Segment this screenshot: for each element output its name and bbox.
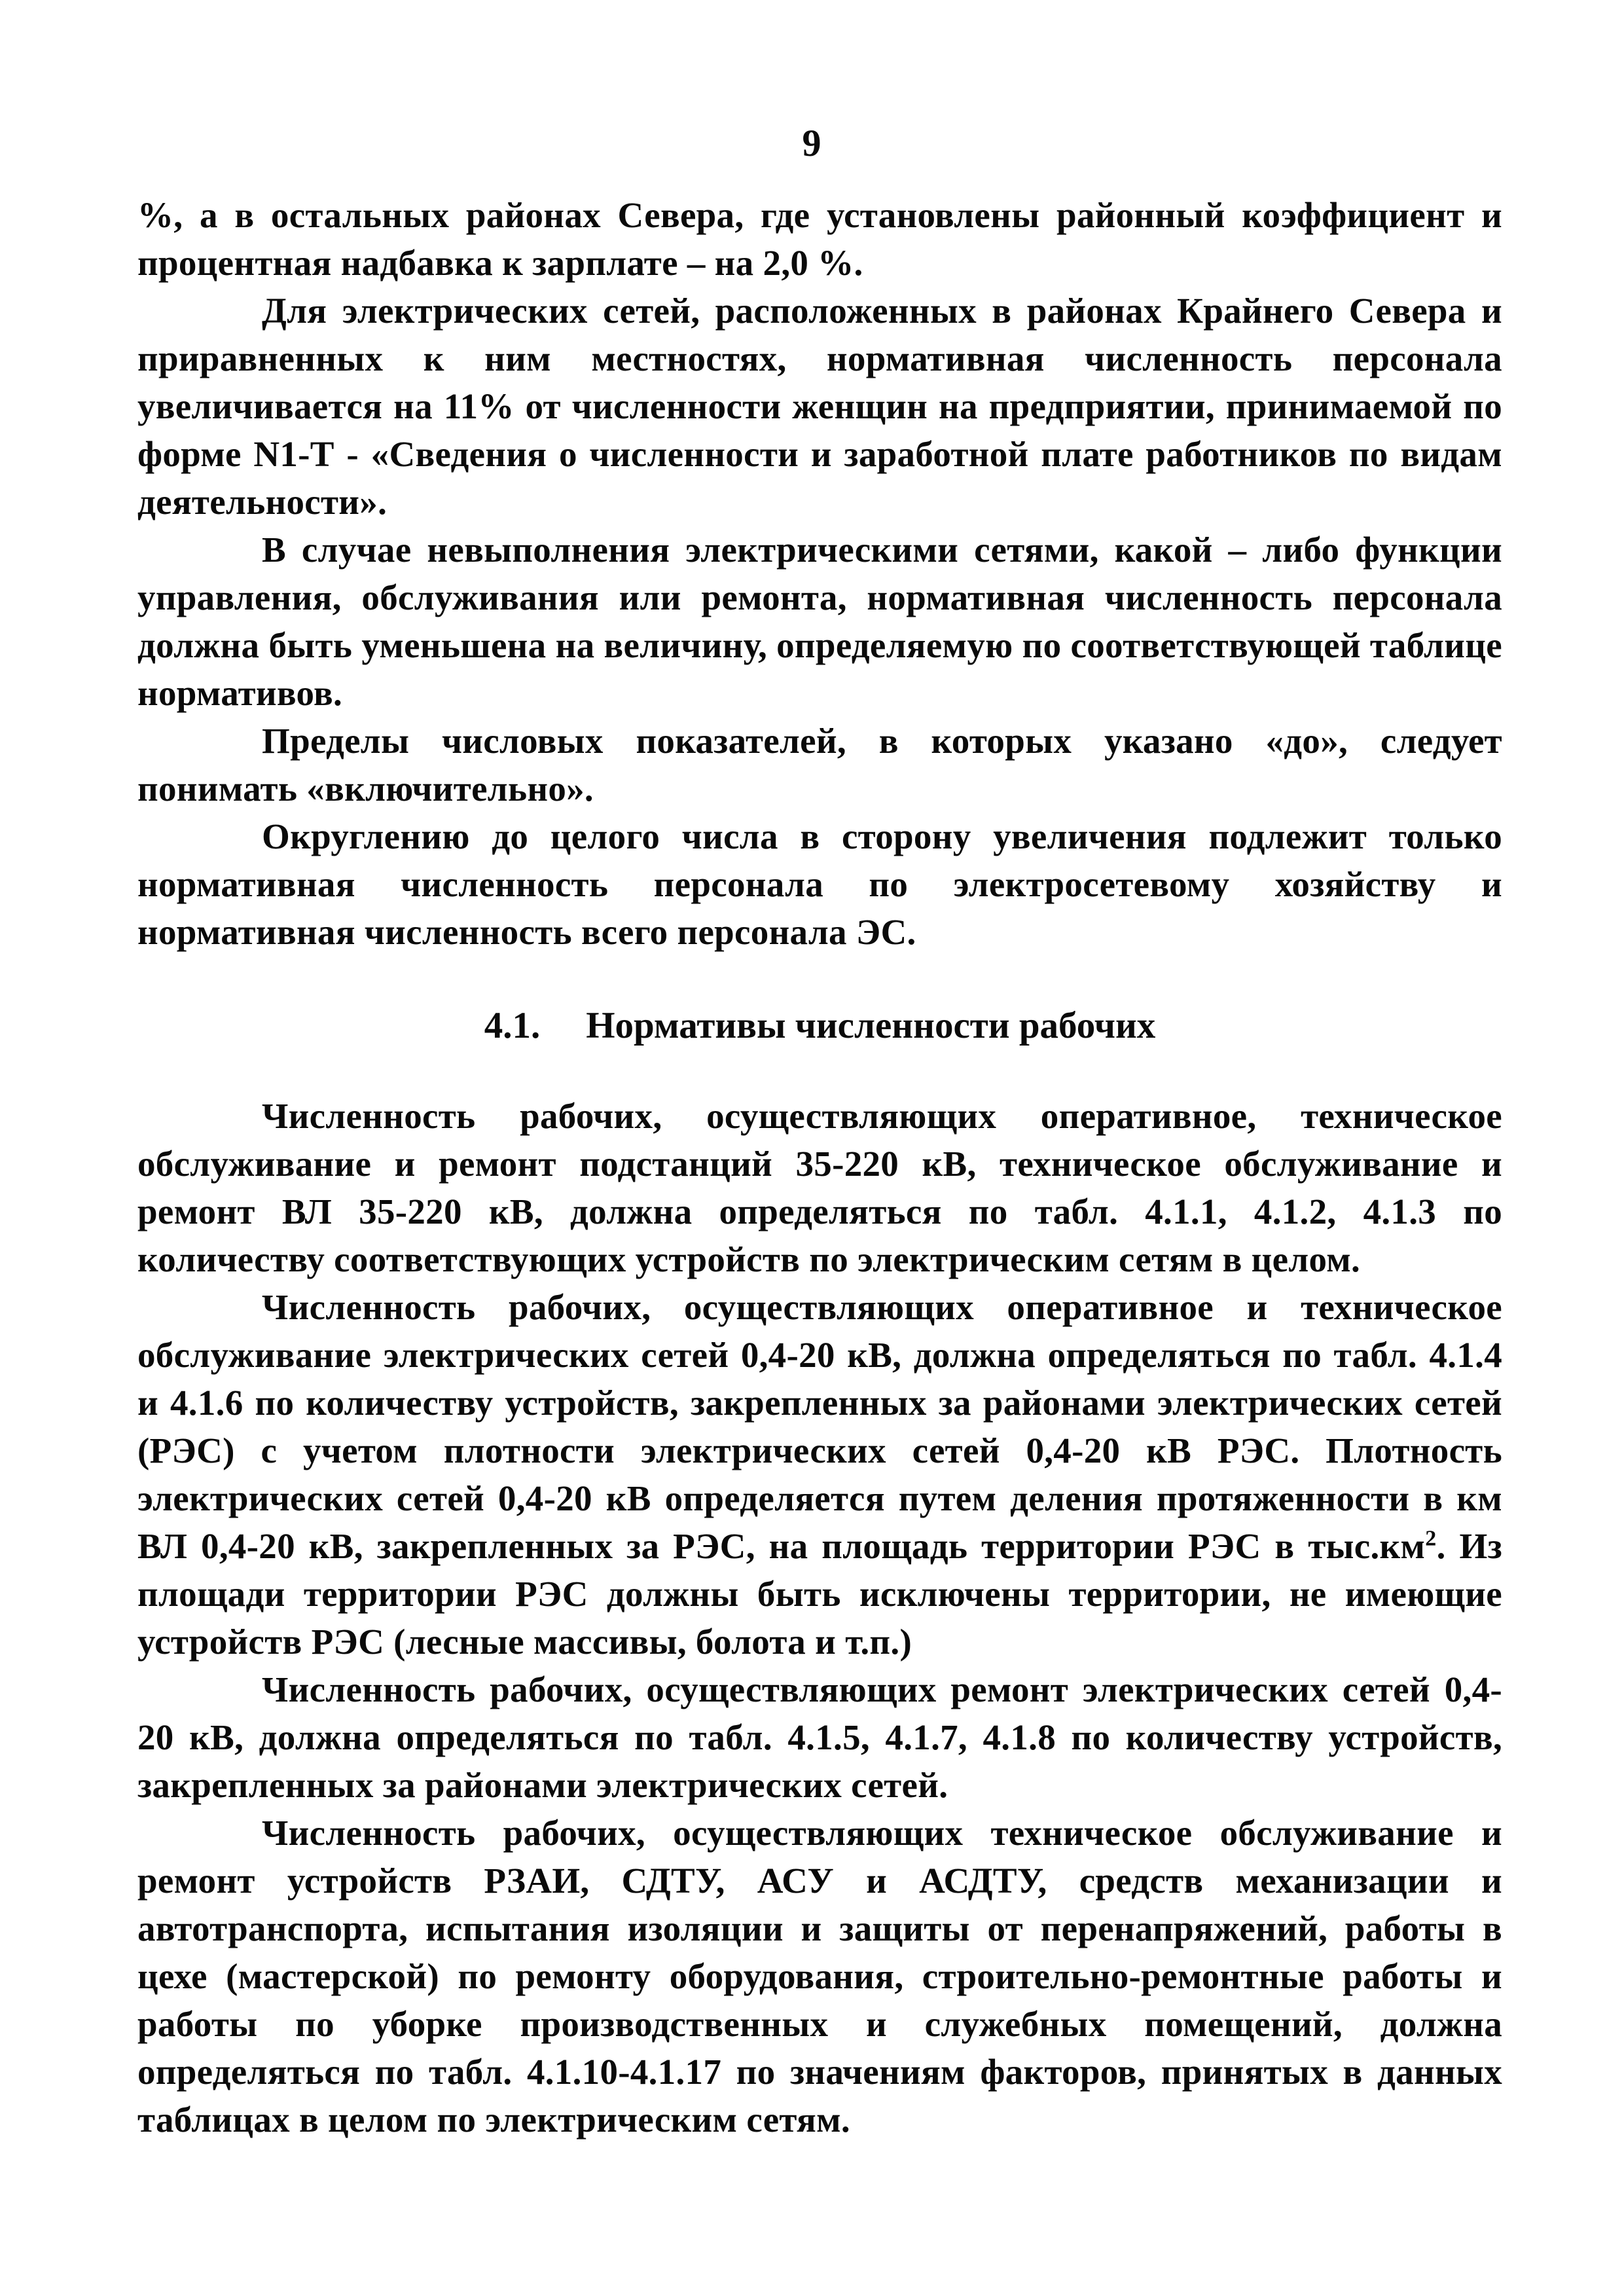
paragraph-limits: Пределы числовых показателей, в которых указано «до», следует понимать «включительно». [137, 721, 1502, 809]
paragraph-non-performance: В случае невыполнения электрическими сетями, какой – либо функции управления, обслуживания или ремонта, нормативная численность персонала должна быть уменьшена на величину, определяемую по соответствующей таблице нормативов. [137, 530, 1502, 713]
paragraph-distribution-repair: Численность рабочих, осуществляющих ремонт электрических сетей 0,4-20 кВ, должна определяться по табл. 4.1.5, 4.1.7, 4.1.8 по количеству устройств, закрепленных за районами электрических сетей. [137, 1669, 1502, 1805]
paragraph-substations: Численность рабочих, осуществляющих оперативное, техническое обслуживание и ремонт подстанций 35-220 кВ, техническое обслуживание и ремонт ВЛ 35-220 кВ, должна определяться по табл. 4.1.1, 4.1.2, 4.1.3 по количеству соответствующих устройств по электрическим сетям в целом. [137, 1096, 1502, 1279]
section-title: Нормативы численности рабочих [586, 1005, 1156, 1046]
paragraph-rounding: Округлению до целого числа в сторону увеличения подлежит только нормативная численность персонала по электросетевому хозяйству и нормативная численность всего персонала ЭС. [137, 816, 1502, 952]
intro-text [137, 191, 1502, 956]
page-number: 9 [802, 122, 821, 164]
paragraph-distribution-text: Численность рабочих, осуществляющих оперативное и техническое обслуживание электрических сетей 0,4-20 кВ, должна определяться по табл. 4.1.4 и 4.1.6 по количеству устройств, закрепленных за районами электрических сетей (РЭС) с учетом плотности электрических сетей 0,4-20 кВ РЭС. Плотность электрических сетей 0,4-20 кВ определяется путем деления протяженности в км ВЛ 0,4-20 кВ, закрепленных за РЭС, на площадь территории РЭС в тыс.км [137, 1287, 1502, 1566]
paragraph-distribution-text-end: . Из площади территории РЭС должны быть исключены территории, не имеющие устройств РЭС (лесные массивы, болота и т.п.) [137, 1526, 1502, 1662]
section-heading [137, 1007, 1502, 1044]
section-body [137, 1092, 1502, 2143]
paragraph-far-north: Для электрических сетей, расположенных в районах Крайнего Севера и приравненных к ним местностях, нормативная численность персонала увеличивается на 11% от численности женщин на предприятии, принимаемой по форме N1-Т - «Сведения о численности и заработной плате работников по видам деятельности». [137, 291, 1502, 522]
paragraph-continuation: %, а в остальных районах Севера, где установлены районный коэффициент и процентная надбавка к зарплате – на 2,0 %. [137, 195, 1502, 283]
section-number: 4.1. [484, 1005, 541, 1046]
superscript-squared: 2 [1425, 1526, 1437, 1551]
paragraph-relay-protection: Численность рабочих, осуществляющих техническое обслуживание и ремонт устройств РЗАИ, СДТУ, АСУ и АСДТУ, средств механизации и автотранспорта, испытания изоляции и защиты от перенапряжений, работы в цехе (мастерской) по ремонту оборудования, строительно-ремонтные работы и работы по уборке производственных и служебных помещений, должна определяться по табл. 4.1.10-4.1.17 по значениям факторов, принятых в данных таблицах в целом по электрическим сетям. [137, 1813, 1502, 2140]
paragraph-distribution-maintenance [137, 1283, 1502, 1666]
